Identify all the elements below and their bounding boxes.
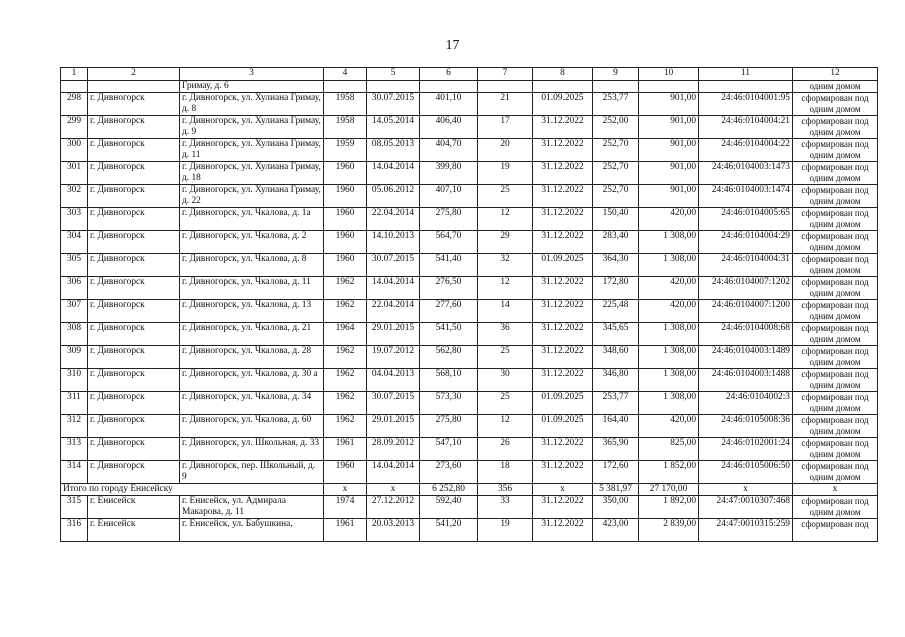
column-number-11: 11: [699, 68, 793, 81]
cell-residents: 33: [478, 496, 533, 519]
total-row: [61, 484, 878, 496]
cell-index: 308: [61, 323, 88, 346]
cell-address: г. Дивногорск, ул. Чкалова, д. 60: [180, 415, 324, 438]
cell-deadline: 31.12.2022: [533, 461, 593, 484]
table-row: [61, 162, 878, 185]
cell-city: г. Енисейск: [88, 496, 180, 519]
cell-cadastral-number: 24:46:0104008:68: [699, 323, 793, 346]
cell-area: 276,50: [420, 277, 478, 300]
cell-year-built: 1960: [324, 461, 367, 484]
column-number-7: 7: [478, 68, 533, 81]
table-row: [61, 346, 878, 369]
cell-date: 14.04.2014: [367, 277, 420, 300]
cell-status: сформирован под одним домом: [793, 139, 878, 162]
cell-plot-area: 1 308,00: [639, 369, 699, 392]
column-number-10: 10: [639, 68, 699, 81]
cell-cadastral-number: 24:46:0104004:31: [699, 254, 793, 277]
cell-address: г. Дивногорск, ул. Школьная, д. 33: [180, 438, 324, 461]
cell-date: 14.04.2014: [367, 461, 420, 484]
cell-cadastral-number: 24:46:0104007:1202: [699, 277, 793, 300]
cell-address: г. Дивногорск, ул. Чкалова, д. 8: [180, 254, 324, 277]
cell-status: сформирован под одним домом: [793, 116, 878, 139]
cell-address: г. Дивногорск, ул. Чкалова, д. 21: [180, 323, 324, 346]
cell-date: 29.01.2015: [367, 323, 420, 346]
cell-index: 306: [61, 277, 88, 300]
cell-land-area: 164,40: [593, 415, 639, 438]
cell-date: 30.07.2015: [367, 392, 420, 415]
cell-status: сформирован под одним домом: [793, 496, 878, 519]
cell-residents: 12: [478, 277, 533, 300]
cell-date: 30.07.2015: [367, 93, 420, 116]
cell-address: г. Дивногорск, ул. Хулиана Гримау, д. 11: [180, 139, 324, 162]
cell-land-area: 348,60: [593, 346, 639, 369]
total-c4: x: [324, 484, 367, 496]
cell-city: г. Дивногорск: [88, 323, 180, 346]
cell-city: г. Дивногорск: [88, 438, 180, 461]
cell-date: 14.05.2014: [367, 116, 420, 139]
cell-city: г. Енисейск: [88, 519, 180, 542]
cell-status: сформирован под одним домом: [793, 346, 878, 369]
cell-city: г. Дивногорск: [88, 346, 180, 369]
cell-status: сформирован под одним домом: [793, 392, 878, 415]
cell-plot-area: 901,00: [639, 185, 699, 208]
cell-address: г. Дивногорск, ул. Хулиана Гримау, д. 18: [180, 162, 324, 185]
cell-residents: 18: [478, 461, 533, 484]
cell-date: 05.06.2012: [367, 185, 420, 208]
cell-year-built: 1962: [324, 392, 367, 415]
table-row-continued: [61, 81, 878, 93]
cell-index: 313: [61, 438, 88, 461]
cell-city: г. Дивногорск: [88, 162, 180, 185]
cell-index: 307: [61, 300, 88, 323]
cell-index: 315: [61, 496, 88, 519]
table-row: [61, 461, 878, 484]
cell-cadastral-number: 24:46:0104002:3: [699, 392, 793, 415]
cell-residents: 21: [478, 93, 533, 116]
cell-land-area: 150,40: [593, 208, 639, 231]
cell-city: г. Дивногорск: [88, 369, 180, 392]
cell-index: 316: [61, 519, 88, 542]
cell-city: г. Дивногорск: [88, 392, 180, 415]
column-number-4: 4: [324, 68, 367, 81]
cell-status: сформирован под одним домом: [793, 415, 878, 438]
cell-residents: 26: [478, 438, 533, 461]
cell-address: г. Дивногорск, ул. Хулиана Гримау, д. 22: [180, 185, 324, 208]
cell-deadline: 31.12.2022: [533, 323, 593, 346]
cell-date: 14.04.2014: [367, 162, 420, 185]
cell-cadastral-number: 24:47:0010307:468: [699, 496, 793, 519]
cell-plot-area: 1 852,00: [639, 461, 699, 484]
cell-cadastral-number: 24:46:0104003:1473: [699, 162, 793, 185]
cell-address: г. Енисейск, ул. Бабушкина,: [180, 519, 324, 542]
column-number-12: 12: [793, 68, 878, 81]
column-number-1: 1: [61, 68, 88, 81]
cell-land-area: 252,70: [593, 139, 639, 162]
cell-residents: 36: [478, 323, 533, 346]
cell-plot-area: 901,00: [639, 93, 699, 116]
cell-area: 568,10: [420, 369, 478, 392]
table-row: [61, 300, 878, 323]
cell-city: г. Дивногорск: [88, 93, 180, 116]
cell-date: 04.04.2013: [367, 369, 420, 392]
cell-plot-area: 1 308,00: [639, 323, 699, 346]
column-number-8: 8: [533, 68, 593, 81]
cell-plot-area: 420,00: [639, 277, 699, 300]
cell-status: сформирован под одним домом: [793, 231, 878, 254]
cell-cadastral-number: 24:46:0104007:1200: [699, 300, 793, 323]
cell-city: г. Дивногорск: [88, 300, 180, 323]
cell-date: 28.09.2012: [367, 438, 420, 461]
cell-plot-area: 901,00: [639, 162, 699, 185]
cell-index: 314: [61, 461, 88, 484]
cell-area: 404,70: [420, 139, 478, 162]
cell-deadline: 31.12.2022: [533, 231, 593, 254]
cell-residents: 14: [478, 300, 533, 323]
cell-land-area: 172,60: [593, 461, 639, 484]
cell-cadastral-number: 24:46:0104001:95: [699, 93, 793, 116]
cell-status: сформирован под одним домом: [793, 208, 878, 231]
cell-address: Гримау, д. 6: [180, 81, 324, 93]
cell-status: сформирован под одним домом: [793, 93, 878, 116]
cell-cadastral-number: 24:46:0105008:36: [699, 415, 793, 438]
cell-area: 275,80: [420, 415, 478, 438]
cell-plot-area: 1 308,00: [639, 254, 699, 277]
cell-cadastral-number: 24:46:0104004:22: [699, 139, 793, 162]
cell-deadline: 31.12.2022: [533, 369, 593, 392]
table-row: [61, 415, 878, 438]
cell-area: 564,70: [420, 231, 478, 254]
table-row: [61, 323, 878, 346]
cell-area: 541,40: [420, 254, 478, 277]
cell-date: 29.01.2015: [367, 415, 420, 438]
cell-deadline: 31.12.2022: [533, 277, 593, 300]
cell-area: 401,10: [420, 93, 478, 116]
cell-status: сформирован под одним домом: [793, 438, 878, 461]
cell-land-area: 252,70: [593, 185, 639, 208]
cell-plot-area: 2 839,00: [639, 519, 699, 542]
cell-city: г. Дивногорск: [88, 116, 180, 139]
column-number-5: 5: [367, 68, 420, 81]
total-c10: 27 170,00: [639, 484, 699, 496]
cell-area: 541,20: [420, 519, 478, 542]
cell-plot-area: 1 308,00: [639, 231, 699, 254]
table-row: [61, 139, 878, 162]
cell-status: сформирован под одним домом: [793, 323, 878, 346]
total-label: Итого по городу Енисейску: [61, 484, 324, 496]
cell-status: сформирован под одним домом: [793, 300, 878, 323]
cell-year-built: 1960: [324, 208, 367, 231]
cell-city: г. Дивногорск: [88, 254, 180, 277]
cell-deadline: 01.09.2025: [533, 93, 593, 116]
table-row: [61, 185, 878, 208]
cell-deadline: 01.09.2025: [533, 415, 593, 438]
cell-residents: 12: [478, 208, 533, 231]
cell-year-built: 1962: [324, 346, 367, 369]
table-row: [61, 254, 878, 277]
table-row: [61, 496, 878, 519]
cell-land-area: 253,77: [593, 93, 639, 116]
cell-index: 302: [61, 185, 88, 208]
cell-address: г. Дивногорск, ул. Чкалова, д. 30 а: [180, 369, 324, 392]
cell-index: 300: [61, 139, 88, 162]
cell-city: г. Дивногорск: [88, 231, 180, 254]
cell-date: 19.07.2012: [367, 346, 420, 369]
cell-index: 305: [61, 254, 88, 277]
cell-city: г. Дивногорск: [88, 185, 180, 208]
cell-status: сформирован под одним домом: [793, 277, 878, 300]
table-row: [61, 231, 878, 254]
cell-deadline: 31.12.2022: [533, 208, 593, 231]
cell-year-built: 1962: [324, 277, 367, 300]
cell-status: сформирован под одним домом: [793, 461, 878, 484]
cell-year-built: 1958: [324, 93, 367, 116]
cell-year-built: 1961: [324, 438, 367, 461]
cell-index: 301: [61, 162, 88, 185]
cell-cadastral-number: 24:46:0102001:24: [699, 438, 793, 461]
cell-address: г. Дивногорск, ул. Чкалова, д. 2: [180, 231, 324, 254]
cell-city: г. Дивногорск: [88, 461, 180, 484]
cell-cadastral-number: 24:46:0104003:1488: [699, 369, 793, 392]
cell-residents: 25: [478, 392, 533, 415]
cell-status: одним домом: [793, 81, 878, 93]
cell-residents: 25: [478, 346, 533, 369]
cell-deadline: 31.12.2022: [533, 438, 593, 461]
cell-address: г. Дивногорск, ул. Чкалова, д. 13: [180, 300, 324, 323]
cell-plot-area: 420,00: [639, 208, 699, 231]
cell-cadastral-number: 24:46:0104004:21: [699, 116, 793, 139]
cell-index: 312: [61, 415, 88, 438]
cell-area: 592,40: [420, 496, 478, 519]
cell-index: 299: [61, 116, 88, 139]
column-number-header: [61, 68, 878, 81]
cell-date: 22.04.2014: [367, 300, 420, 323]
column-number-9: 9: [593, 68, 639, 81]
cell-year-built: 1960: [324, 231, 367, 254]
cell-deadline: 31.12.2022: [533, 300, 593, 323]
cell-address: г. Дивногорск, ул. Хулиана Гримау, д. 9: [180, 116, 324, 139]
cell-land-area: 283,40: [593, 231, 639, 254]
cell-cadastral-number: 24:46:0104003:1489: [699, 346, 793, 369]
cell-city: г. Дивногорск: [88, 208, 180, 231]
cell-residents: 20: [478, 139, 533, 162]
cell-deadline: 31.12.2022: [533, 185, 593, 208]
column-number-2: 2: [88, 68, 180, 81]
table-row: [61, 208, 878, 231]
cell-year-built: 1960: [324, 185, 367, 208]
cell-cadastral-number: 24:46:0104004:29: [699, 231, 793, 254]
cell-index: 298: [61, 93, 88, 116]
cell-plot-area: 1 892,00: [639, 496, 699, 519]
table-row: [61, 392, 878, 415]
cell-city: г. Дивногорск: [88, 277, 180, 300]
cell-area: 273,60: [420, 461, 478, 484]
cell-year-built: 1960: [324, 162, 367, 185]
cell-land-area: 350,00: [593, 496, 639, 519]
cell-address: г. Енисейск, ул. Адмирала Макарова, д. 11: [180, 496, 324, 519]
cell-deadline: 01.09.2025: [533, 392, 593, 415]
cell-address: г. Дивногорск, ул. Чкалова, д. 1а: [180, 208, 324, 231]
cell-plot-area: 901,00: [639, 139, 699, 162]
cell-residents: 30: [478, 369, 533, 392]
cell-city: г. Дивногорск: [88, 139, 180, 162]
cell-land-area: 172,80: [593, 277, 639, 300]
total-c8: x: [533, 484, 593, 496]
cell-date: 08.05.2013: [367, 139, 420, 162]
cell-land-area: 364,30: [593, 254, 639, 277]
cell-land-area: 253,77: [593, 392, 639, 415]
total-c9: 5 381,97: [593, 484, 639, 496]
cell-date: 20.03.2013: [367, 519, 420, 542]
cell-area: 277,60: [420, 300, 478, 323]
table-row: [61, 438, 878, 461]
cell-address: г. Дивногорск, ул. Чкалова, д. 34: [180, 392, 324, 415]
cell-land-area: 346,80: [593, 369, 639, 392]
cell-land-area: 252,00: [593, 116, 639, 139]
table-row: [61, 116, 878, 139]
cell-address: г. Дивногорск, ул. Хулиана Гримау, д. 8: [180, 93, 324, 116]
housing-register-table: [60, 67, 878, 542]
cell-area: 573,30: [420, 392, 478, 415]
cell-year-built: 1961: [324, 519, 367, 542]
table-row: [61, 93, 878, 116]
cell-address: г. Дивногорск, ул. Чкалова, д. 28: [180, 346, 324, 369]
cell-index: 311: [61, 392, 88, 415]
cell-deadline: 31.12.2022: [533, 139, 593, 162]
cell-residents: 29: [478, 231, 533, 254]
cell-deadline: 31.12.2022: [533, 519, 593, 542]
cell-area: 547,10: [420, 438, 478, 461]
cell-date: 27.12.2012: [367, 496, 420, 519]
column-number-3: 3: [180, 68, 324, 81]
cell-city: г. Дивногорск: [88, 415, 180, 438]
cell-year-built: 1962: [324, 300, 367, 323]
cell-deadline: 31.12.2022: [533, 346, 593, 369]
cell-residents: 32: [478, 254, 533, 277]
cell-land-area: 423,00: [593, 519, 639, 542]
cell-deadline: 31.12.2022: [533, 496, 593, 519]
cell-status: сформирован под одним домом: [793, 369, 878, 392]
cell-status: сформирован под одним домом: [793, 254, 878, 277]
cell-date: 22.04.2014: [367, 208, 420, 231]
cell-cadastral-number: 24:47:0010315:259: [699, 519, 793, 542]
cell-land-area: 225,48: [593, 300, 639, 323]
cell-plot-area: 1 308,00: [639, 346, 699, 369]
cell-residents: 12: [478, 415, 533, 438]
cell-status: сформирован под одним домом: [793, 162, 878, 185]
cell-year-built: 1962: [324, 415, 367, 438]
cell-plot-area: 901,00: [639, 116, 699, 139]
cell-cadastral-number: 24:46:0105006:50: [699, 461, 793, 484]
cell-plot-area: 420,00: [639, 300, 699, 323]
cell-area: 541,50: [420, 323, 478, 346]
page-number: 17: [445, 38, 460, 53]
total-c6: 6 252,80: [420, 484, 478, 496]
cell-status: сформирован под: [793, 519, 878, 542]
cell-status: сформирован под одним домом: [793, 185, 878, 208]
cell-year-built: 1958: [324, 116, 367, 139]
cell-year-built: 1974: [324, 496, 367, 519]
cell-cadastral-number: 24:46:0104005:65: [699, 208, 793, 231]
total-c11: x: [699, 484, 793, 496]
cell-area: 399,80: [420, 162, 478, 185]
cell-date: 30.07.2015: [367, 254, 420, 277]
cell-year-built: 1964: [324, 323, 367, 346]
cell-year-built: 1959: [324, 139, 367, 162]
total-c5: x: [367, 484, 420, 496]
column-number-6: 6: [420, 68, 478, 81]
cell-deadline: 01.09.2025: [533, 254, 593, 277]
cell-residents: 19: [478, 519, 533, 542]
table-row: [61, 369, 878, 392]
cell-land-area: 252,70: [593, 162, 639, 185]
cell-plot-area: 1 308,00: [639, 392, 699, 415]
cell-cadastral-number: 24:46:0104003:1474: [699, 185, 793, 208]
cell-deadline: 31.12.2022: [533, 116, 593, 139]
table-row: [61, 519, 878, 542]
cell-residents: 25: [478, 185, 533, 208]
cell-index: 309: [61, 346, 88, 369]
table-row: [61, 277, 878, 300]
cell-year-built: 1960: [324, 254, 367, 277]
cell-address: г. Дивногорск, пер. Школьный, д. 9: [180, 461, 324, 484]
cell-land-area: 345,65: [593, 323, 639, 346]
cell-index: 303: [61, 208, 88, 231]
total-c7: 356: [478, 484, 533, 496]
cell-area: 406,40: [420, 116, 478, 139]
cell-address: г. Дивногорск, ул. Чкалова, д. 11: [180, 277, 324, 300]
cell-area: 275,80: [420, 208, 478, 231]
cell-land-area: 365,90: [593, 438, 639, 461]
cell-index: 304: [61, 231, 88, 254]
cell-residents: 19: [478, 162, 533, 185]
cell-deadline: 31.12.2022: [533, 162, 593, 185]
cell-residents: 17: [478, 116, 533, 139]
cell-plot-area: 420,00: [639, 415, 699, 438]
cell-index: 310: [61, 369, 88, 392]
cell-plot-area: 825,00: [639, 438, 699, 461]
cell-year-built: 1962: [324, 369, 367, 392]
cell-date: 14.10.2013: [367, 231, 420, 254]
cell-area: 562,80: [420, 346, 478, 369]
cell-area: 407,10: [420, 185, 478, 208]
total-c12: x: [793, 484, 878, 496]
